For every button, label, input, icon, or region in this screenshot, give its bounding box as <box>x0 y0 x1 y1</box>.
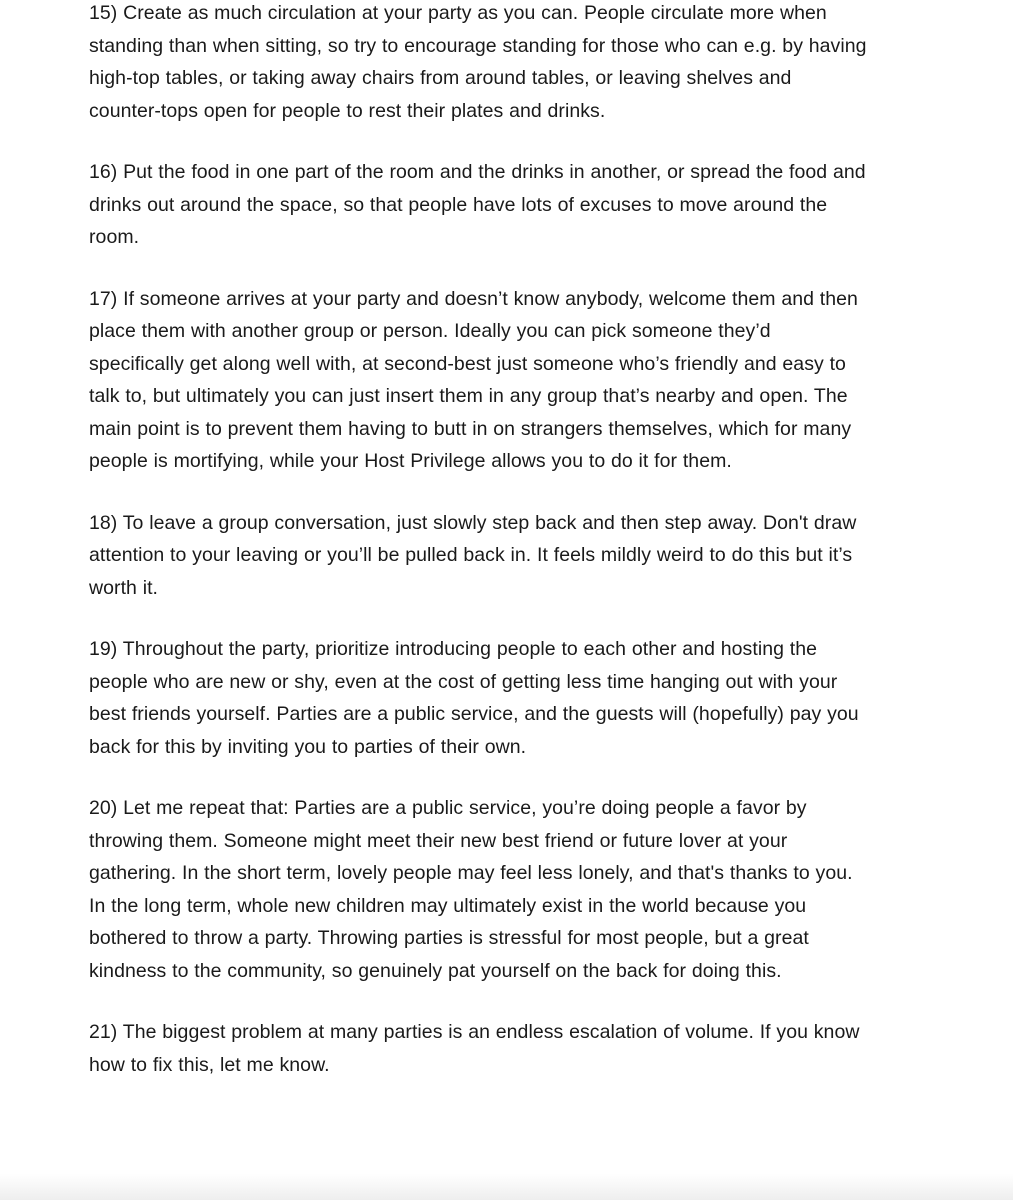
paragraph-17: 17) If someone arrives at your party and doesn’t know anybody, welcome them and then place them with another group or person. Ideally you can pick someone they’d specifically get along well with, at second-best just someone who’s friendly and easy to talk to, but ultimately you can just insert them in any group that’s nearby and open. The main point is to prevent them having to butt in on strangers themselves, which for many people is mortifying, while your Host Privilege allows you to do it for them. <box>89 287 858 472</box>
paragraph-20: 20) Let me repeat that: Parties are a public service, you’re doing people a favor by throwing them. Someone might meet their new best friend or future lover at your gathering. In the short term, lovely people may feel less lonely, and that's thanks to you. In the long term, whole new children may ultimately exist in the world because you bothered to throw a party. Throwing parties is stressful for most people, but a great kindness to the community, so genuinely pat yourself on the back for doing this. <box>89 797 853 982</box>
paragraph-15: 15) Create as much circulation at your party as you can. People circulate more when standing than when sitting, so try to encourage standing for those who can e.g. by having high-top tables, or taking away chairs from around tables, or leaving shelves and counter-tops open for people to rest their plates and drinks. <box>89 2 867 122</box>
paragraph-18: 18) To leave a group conversation, just slowly step back and then step away. Don't draw attention to your leaving or you’ll be pulled back in. It feels mildly weird to do this but it’s worth it. <box>89 511 857 599</box>
article-body <box>89 0 869 1110</box>
bottom-fade <box>0 1174 1013 1200</box>
paragraph-19: 19) Throughout the party, prioritize introducing people to each other and hosting the people who are new or shy, even at the cost of getting less time hanging out with your best friends yourself. Parties are a public service, and the guests will (hopefully) pay you back for this by inviting you to parties of their own. <box>89 638 859 758</box>
paragraph-21: 21) The biggest problem at many parties is an endless escalation of volume. If you know how to fix this, let me know. <box>89 1021 860 1076</box>
paragraph-16: 16) Put the food in one part of the room and the drinks in another, or spread the food and drinks out around the space, so that people have lots of excuses to move around the room. <box>89 161 866 248</box>
